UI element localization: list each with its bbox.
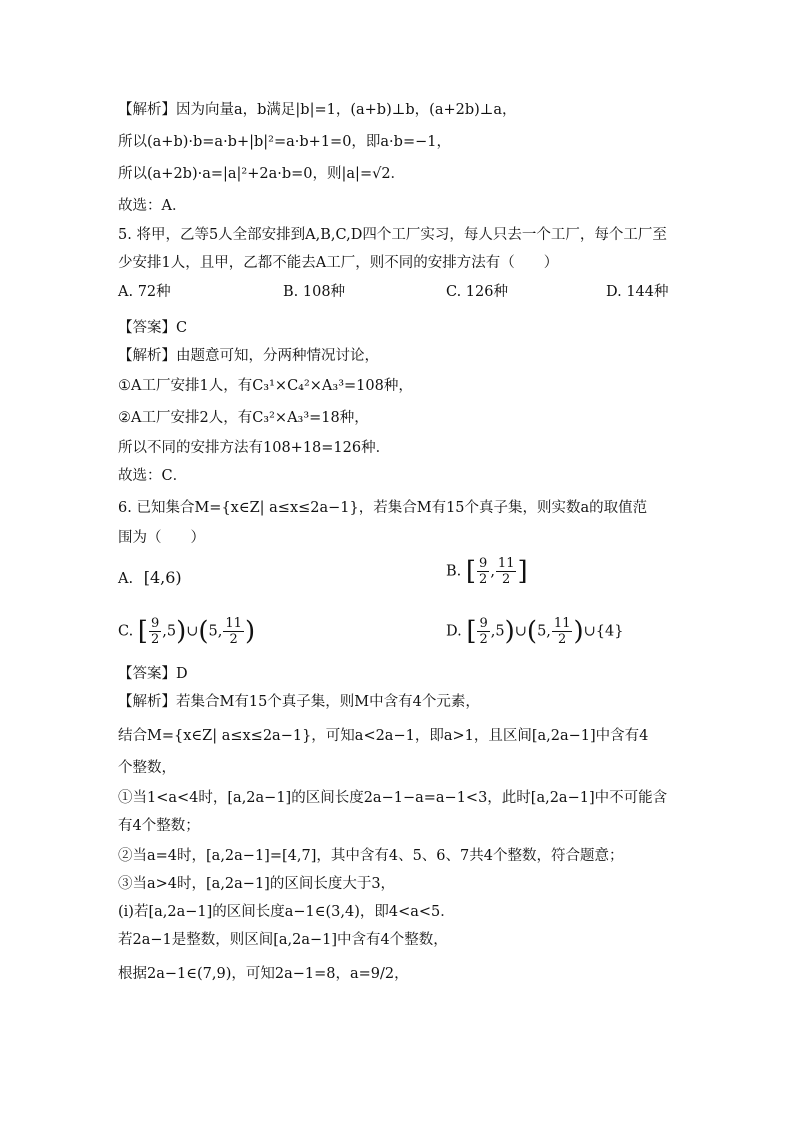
q6-analysis-5: 有4个整数；: [118, 818, 200, 834]
question-5-line-2: 少安排1人，且甲，乙都不能去A工厂，则不同的安排方法有（ ）: [118, 255, 559, 271]
q6-analysis-1: 【解析】若集合M有15个真子集，则M中含有4个元素，: [118, 694, 480, 710]
q5-option-a: A. 72种: [118, 284, 171, 300]
q6-analysis-9: 若2a−1是整数，则区间[a,2a−1]中含有4个整数，: [118, 932, 448, 948]
analysis-line-2: 所以(a+b)·b=a·b+|b|²=a·b+1=0，即a·b=−1，: [118, 134, 451, 150]
q5-option-c: C. 126种: [446, 284, 508, 300]
q6-analysis-8: (i)若[a,2a−1]的区间长度a−1∈(3,4)，即4<a<5．: [118, 904, 455, 920]
q6-analysis-7: ③当a>4时，[a,2a−1]的区间长度大于3，: [118, 876, 396, 892]
question-6-line-1: 6. 已知集合M={x∈Z| a≤x≤2a−1}，若集合M有15个真子集，则实数a的取值范: [118, 500, 648, 516]
q6-answer: 【答案】D: [118, 666, 188, 682]
analysis-line-3: 所以(a+2b)·a=|a|²+2a·b=0，则|a|=√2．: [118, 166, 406, 182]
q5-answer-choice: 故选：C．: [118, 468, 188, 484]
q5-option-b: B. 108种: [283, 284, 346, 300]
q6-analysis-6: ②当a=4时，[a,2a−1]=[4,7]，其中含有4、5、6、7共4个整数，符合题意；: [118, 848, 624, 864]
q6-analysis-10: 根据2a−1∈(7,9)，可知2a−1=8，a=9/2，: [118, 966, 409, 982]
analysis-line-1: 【解析】因为向量a，b满足|b|=1，(a+b)⊥b，(a+2b)⊥a，: [118, 102, 517, 118]
q6-analysis-3: 个整数，: [118, 760, 176, 776]
q6-option-c: C. [ $\frac{9}{2}$ ,5)∪(5, $\frac{11}{2}$ ): [118, 616, 256, 647]
question-5-line-1: 5. 将甲，乙等5人全部安排到A,B,C,D四个工厂实习，每人只去一个工厂，每个工厂至: [118, 227, 667, 243]
q5-analysis-3: ②A工厂安排2人，有C₃²×A₃³=18种，: [118, 410, 369, 426]
q6-analysis-4: ①当1<a<4时，[a,2a−1]的区间长度2a−1−a=a−1<3，此时[a,2a−1]中不可能含: [118, 790, 668, 806]
q5-analysis-4: 所以不同的安排方法有108+18=126种．: [118, 440, 391, 456]
q5-option-d: D. 144种: [606, 284, 669, 300]
q6-option-b: B. [ $\frac{9}{2}$ , $\frac{11}{2}$ ]: [446, 556, 528, 587]
q5-analysis-1: 【解析】由题意可知，分两种情况讨论，: [118, 348, 379, 364]
q6-analysis-2: 结合M={x∈Z| a≤x≤2a−1}，可知a<2a−1，即a>1，且区间[a,2a−1]中含有4: [118, 728, 649, 744]
question-6-line-2: 围为（ ）: [118, 530, 205, 546]
q5-analysis-2: ①A工厂安排1人，有C₃¹×C₄²×A₃³=108种，: [118, 378, 413, 394]
q6-option-d: D. [ $\frac{9}{2}$ ,5)∪(5, $\frac{11}{2}$ )∪{4}: [446, 616, 624, 647]
q5-answer: 【答案】C: [118, 320, 188, 336]
answer-choice-line: 故选：A．: [118, 198, 187, 214]
q6-option-a: A. [4,6): [118, 568, 182, 587]
